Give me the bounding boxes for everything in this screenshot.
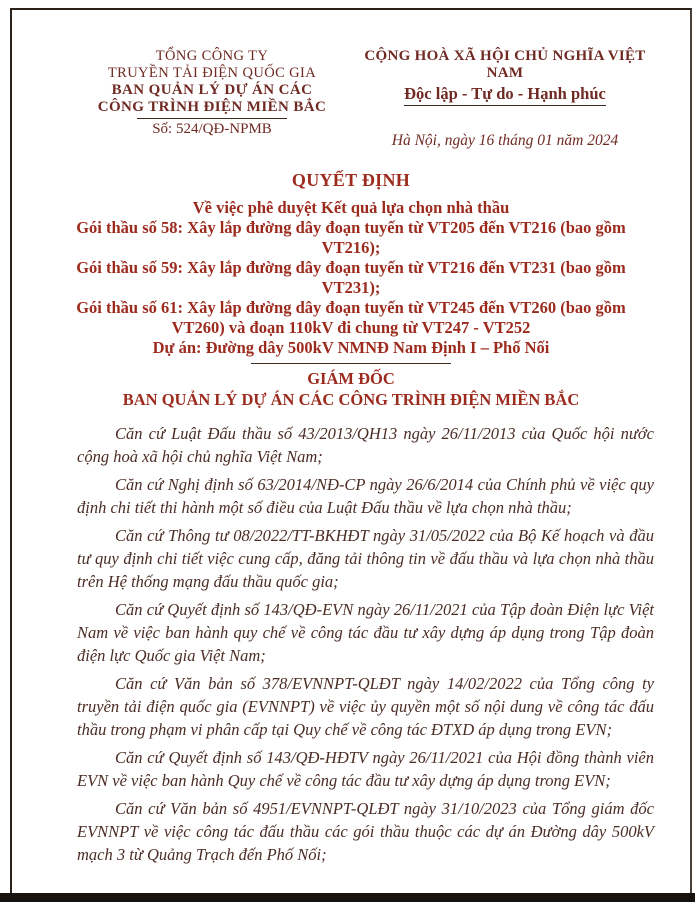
org-name-line: TỔNG CÔNG TY <box>155 48 269 64</box>
subject-line: Về việc phê duyệt Kết quả lựa chọn nhà thầu <box>192 198 510 217</box>
org-name-line: CÔNG TRÌNH ĐIỆN MIỀN BẮC <box>97 99 327 115</box>
subject-line: Gói thầu số 58: Xây lắp đường dây đoạn tuyến từ VT205 đến VT216 (bao gồm VT216); <box>76 218 626 257</box>
subject-project-line: Dự án: Đường dây 500kV NMNĐ Nam Định I – Phố Nối <box>152 338 550 357</box>
recital-paragraph: Căn cứ Quyết định số 143/QĐ-EVN ngày 26/11/2021 của Tập đoàn Điện lực Việt Nam về việc ban hành quy chế về công tác đầu tư xây dựng áp dụng trong Tập đoàn điện lực Quốc gia Việt Nam; <box>77 600 654 665</box>
recital-paragraph: Căn cứ Văn bản số 378/EVNNPT-QLĐT ngày 14/02/2022 của Tổng công ty truyền tải điện quốc gia (EVNNPT) về việc ủy quyền một số nội dung về công tác đấu thầu trong phạm vi phân cấp tại Quy chế về công tác ĐTXD áp dụng trong EVN; <box>77 674 654 739</box>
national-header-block <box>348 48 662 150</box>
national-motto-title: CỘNG HOÀ XÃ HỘI CHỦ NGHĨA VIỆT NAM <box>364 48 646 81</box>
org-name-line: TRUYỀN TẢI ĐIỆN QUỐC GIA <box>107 65 317 81</box>
separator-line <box>251 363 451 364</box>
recital-paragraph: Căn cứ Văn bản số 4951/EVNNPT-QLĐT ngày 31/10/2023 của Tổng giám đốc EVNNPT về việc công tác đấu thầu các gói thầu thuộc các dự án Đường dây 500kV mạch 3 từ Quảng Trạch đến Phố Nối; <box>77 799 654 864</box>
document-number: Số: 524/QĐ-NPMB <box>152 121 272 137</box>
subject-line: Gói thầu số 59: Xây lắp đường dây đoạn tuyến từ VT216 đến VT231 (bao gồm VT231); <box>76 258 626 297</box>
issuer-title: GIÁM ĐỐC <box>307 369 395 388</box>
recital-paragraph: Căn cứ Thông tư 08/2022/TT-BKHĐT ngày 31/05/2022 của Bộ Kế hoạch và đầu tư quy định chi tiết việc cung cấp, đăng tải thông tin về đấu thầu và lựa chọn nhà thầu trên Hệ thống mạng đấu thầu quốc gia; <box>77 526 654 591</box>
issuing-org-block <box>76 48 348 138</box>
document-title: QUYẾT ĐỊNH <box>291 170 411 190</box>
place-date-line: Hà Nội, ngày 16 tháng 01 năm 2024 <box>391 132 619 149</box>
recitals-section <box>77 422 654 866</box>
scan-bottom-edge <box>0 893 695 902</box>
org-name-line: BAN QUẢN LÝ DỰ ÁN CÁC <box>111 82 313 98</box>
recital-paragraph: Căn cứ Luật Đấu thầu số 43/2013/QH13 ngày 26/11/2013 của Quốc hội nước cộng hoà xã hội chủ nghĩa Việt Nam; <box>77 424 654 466</box>
national-motto-subtitle: Độc lập - Tự do - Hạnh phúc <box>404 84 606 106</box>
subject-line: Gói thầu số 61: Xây lắp đường dây đoạn tuyến từ VT245 đến VT260 (bao gồm VT260) và đoạn 110kV đi chung từ VT247 - VT252 <box>76 298 626 337</box>
document-header <box>12 10 690 150</box>
separator-line <box>137 118 287 119</box>
recital-paragraph: Căn cứ Quyết định số 143/QĐ-HĐTV ngày 26/11/2021 của Hội đồng thành viên EVN về việc ban hành Quy chế về công tác đầu tư xây dựng áp dụng trong EVN; <box>77 748 654 790</box>
document-page-border <box>10 8 692 902</box>
issuer-block <box>12 368 690 410</box>
document-subject <box>59 198 643 364</box>
recital-paragraph: Căn cứ Nghị định số 63/2014/NĐ-CP ngày 26/6/2014 của Chính phủ về việc quy định chi tiết thi hành một số điều của Luật Đấu thầu về lựa chọn nhà thầu; <box>77 475 654 517</box>
issuer-org-name: BAN QUẢN LÝ DỰ ÁN CÁC CÔNG TRÌNH ĐIỆN MIỀN BẮC <box>122 390 580 409</box>
